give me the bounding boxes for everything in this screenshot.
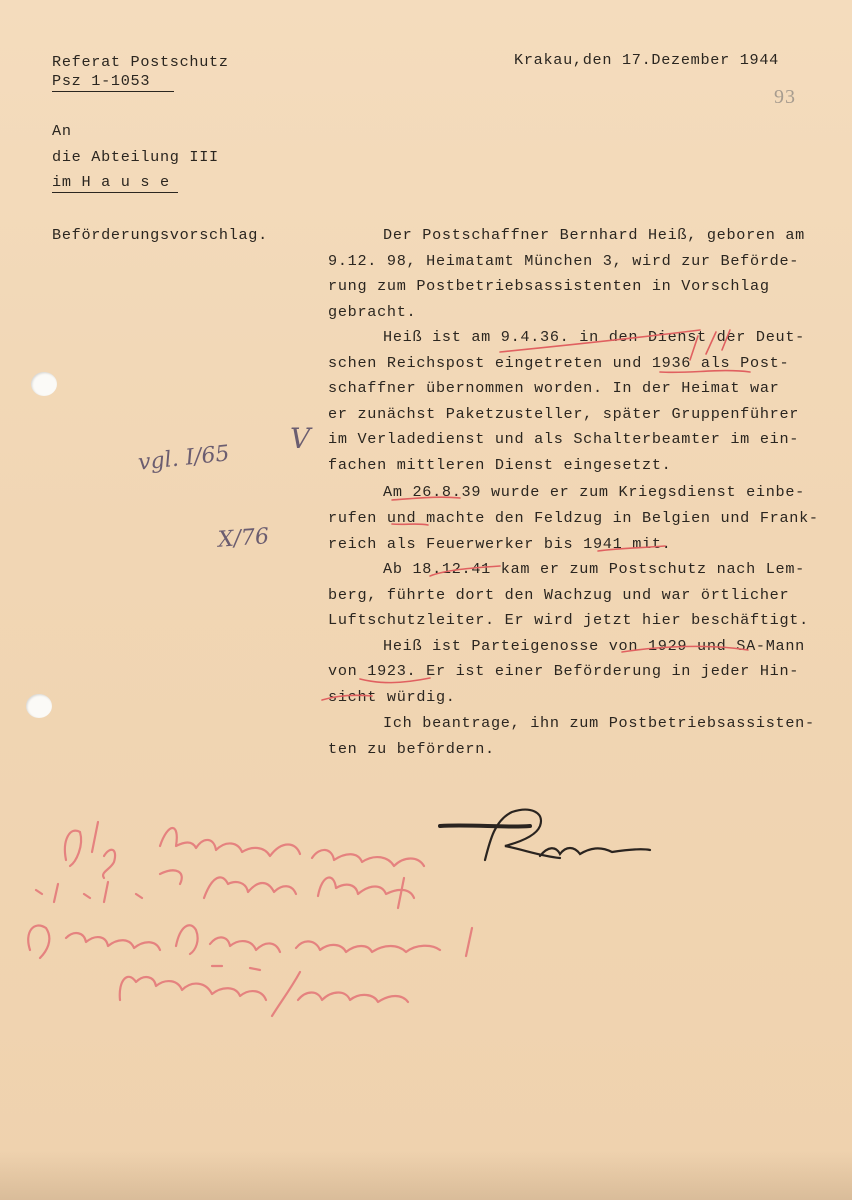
body-line: Luftschutzleiter. Er wird jetzt hier beschäftigt. [328,611,809,629]
red-underline [500,330,700,352]
red-correction-scribble [690,330,730,360]
body-line: rung zum Postbetriebsassistenten in Vorschlag [328,277,770,295]
body-line: von 1923. Er ist einer Beförderung in jeder Hin- [328,662,800,680]
body-line: gebracht. [328,303,417,321]
recipient-line-2: die Abteilung III [52,148,219,166]
body-line: schaffner übernommen worden. In der Heimat war [328,379,780,397]
body-line: Der Postschaffner Bernhard Heiß, geboren am [383,226,806,244]
body-line: Heiß ist am 9.4.36. in den Dienst der Deut- [383,328,806,346]
red-underline [598,546,665,551]
margin-note-file: X/76 [217,524,270,553]
red-handwritten-annotation [28,822,472,1016]
body-line: reich als Feuerwerker bis 1941 mit. [328,535,672,553]
subject-line: Beförderungsvorschlag. [52,226,268,244]
red-underline [660,371,750,373]
page-stamp-number: 93 [774,86,796,108]
body-line: berg, führte dort den Wachzug und war örtlicher [328,586,790,604]
body-line: ten zu befördern. [328,740,495,758]
red-underline [392,524,428,525]
red-underline [430,566,500,576]
margin-note-check: V [290,422,311,455]
place-date: Krakau,den 17.Dezember 1944 [514,51,779,69]
body-line: Ich beantrage, ihn zum Postbetriebsassisten- [383,714,815,732]
red-underline [360,678,430,683]
red-underline [392,497,460,500]
recipient-line-1: An [52,122,72,140]
signature [440,810,650,860]
body-line: Am 26.8.39 wurde er zum Kriegsdienst einbe- [383,483,806,501]
recipient-line-3: im H a u s e [52,173,178,193]
red-underline [622,646,748,652]
body-line: er zunächst Paketzusteller, später Gruppenführer [328,405,800,423]
sender-reference: Psz 1-1053 [52,72,174,92]
body-line: schen Reichspost eingetreten und 1936 als Post- [328,354,790,372]
body-line: 9.12. 98, Heimatamt München 3, wird zur Beförde- [328,252,800,270]
body-line: rufen und machte den Feldzug in Belgien und Frank- [328,509,819,527]
body-line: sicht würdig. [328,688,456,706]
body-line: Ab 18.12.41 kam er zum Postschutz nach Lem- [383,560,806,578]
red-underlines [322,330,750,700]
body-line: fachen mittleren Dienst eingesetzt. [328,456,672,474]
margin-note-reference: vgl. I/65 [136,441,231,476]
body-line: Heiß ist Parteigenosse von 1929 und SA-Mann [383,637,806,655]
body-line: im Verladedienst und als Schalterbeamter im ein- [328,430,800,448]
red-underline [322,695,372,700]
sender-department: Referat Postschutz [52,53,229,71]
